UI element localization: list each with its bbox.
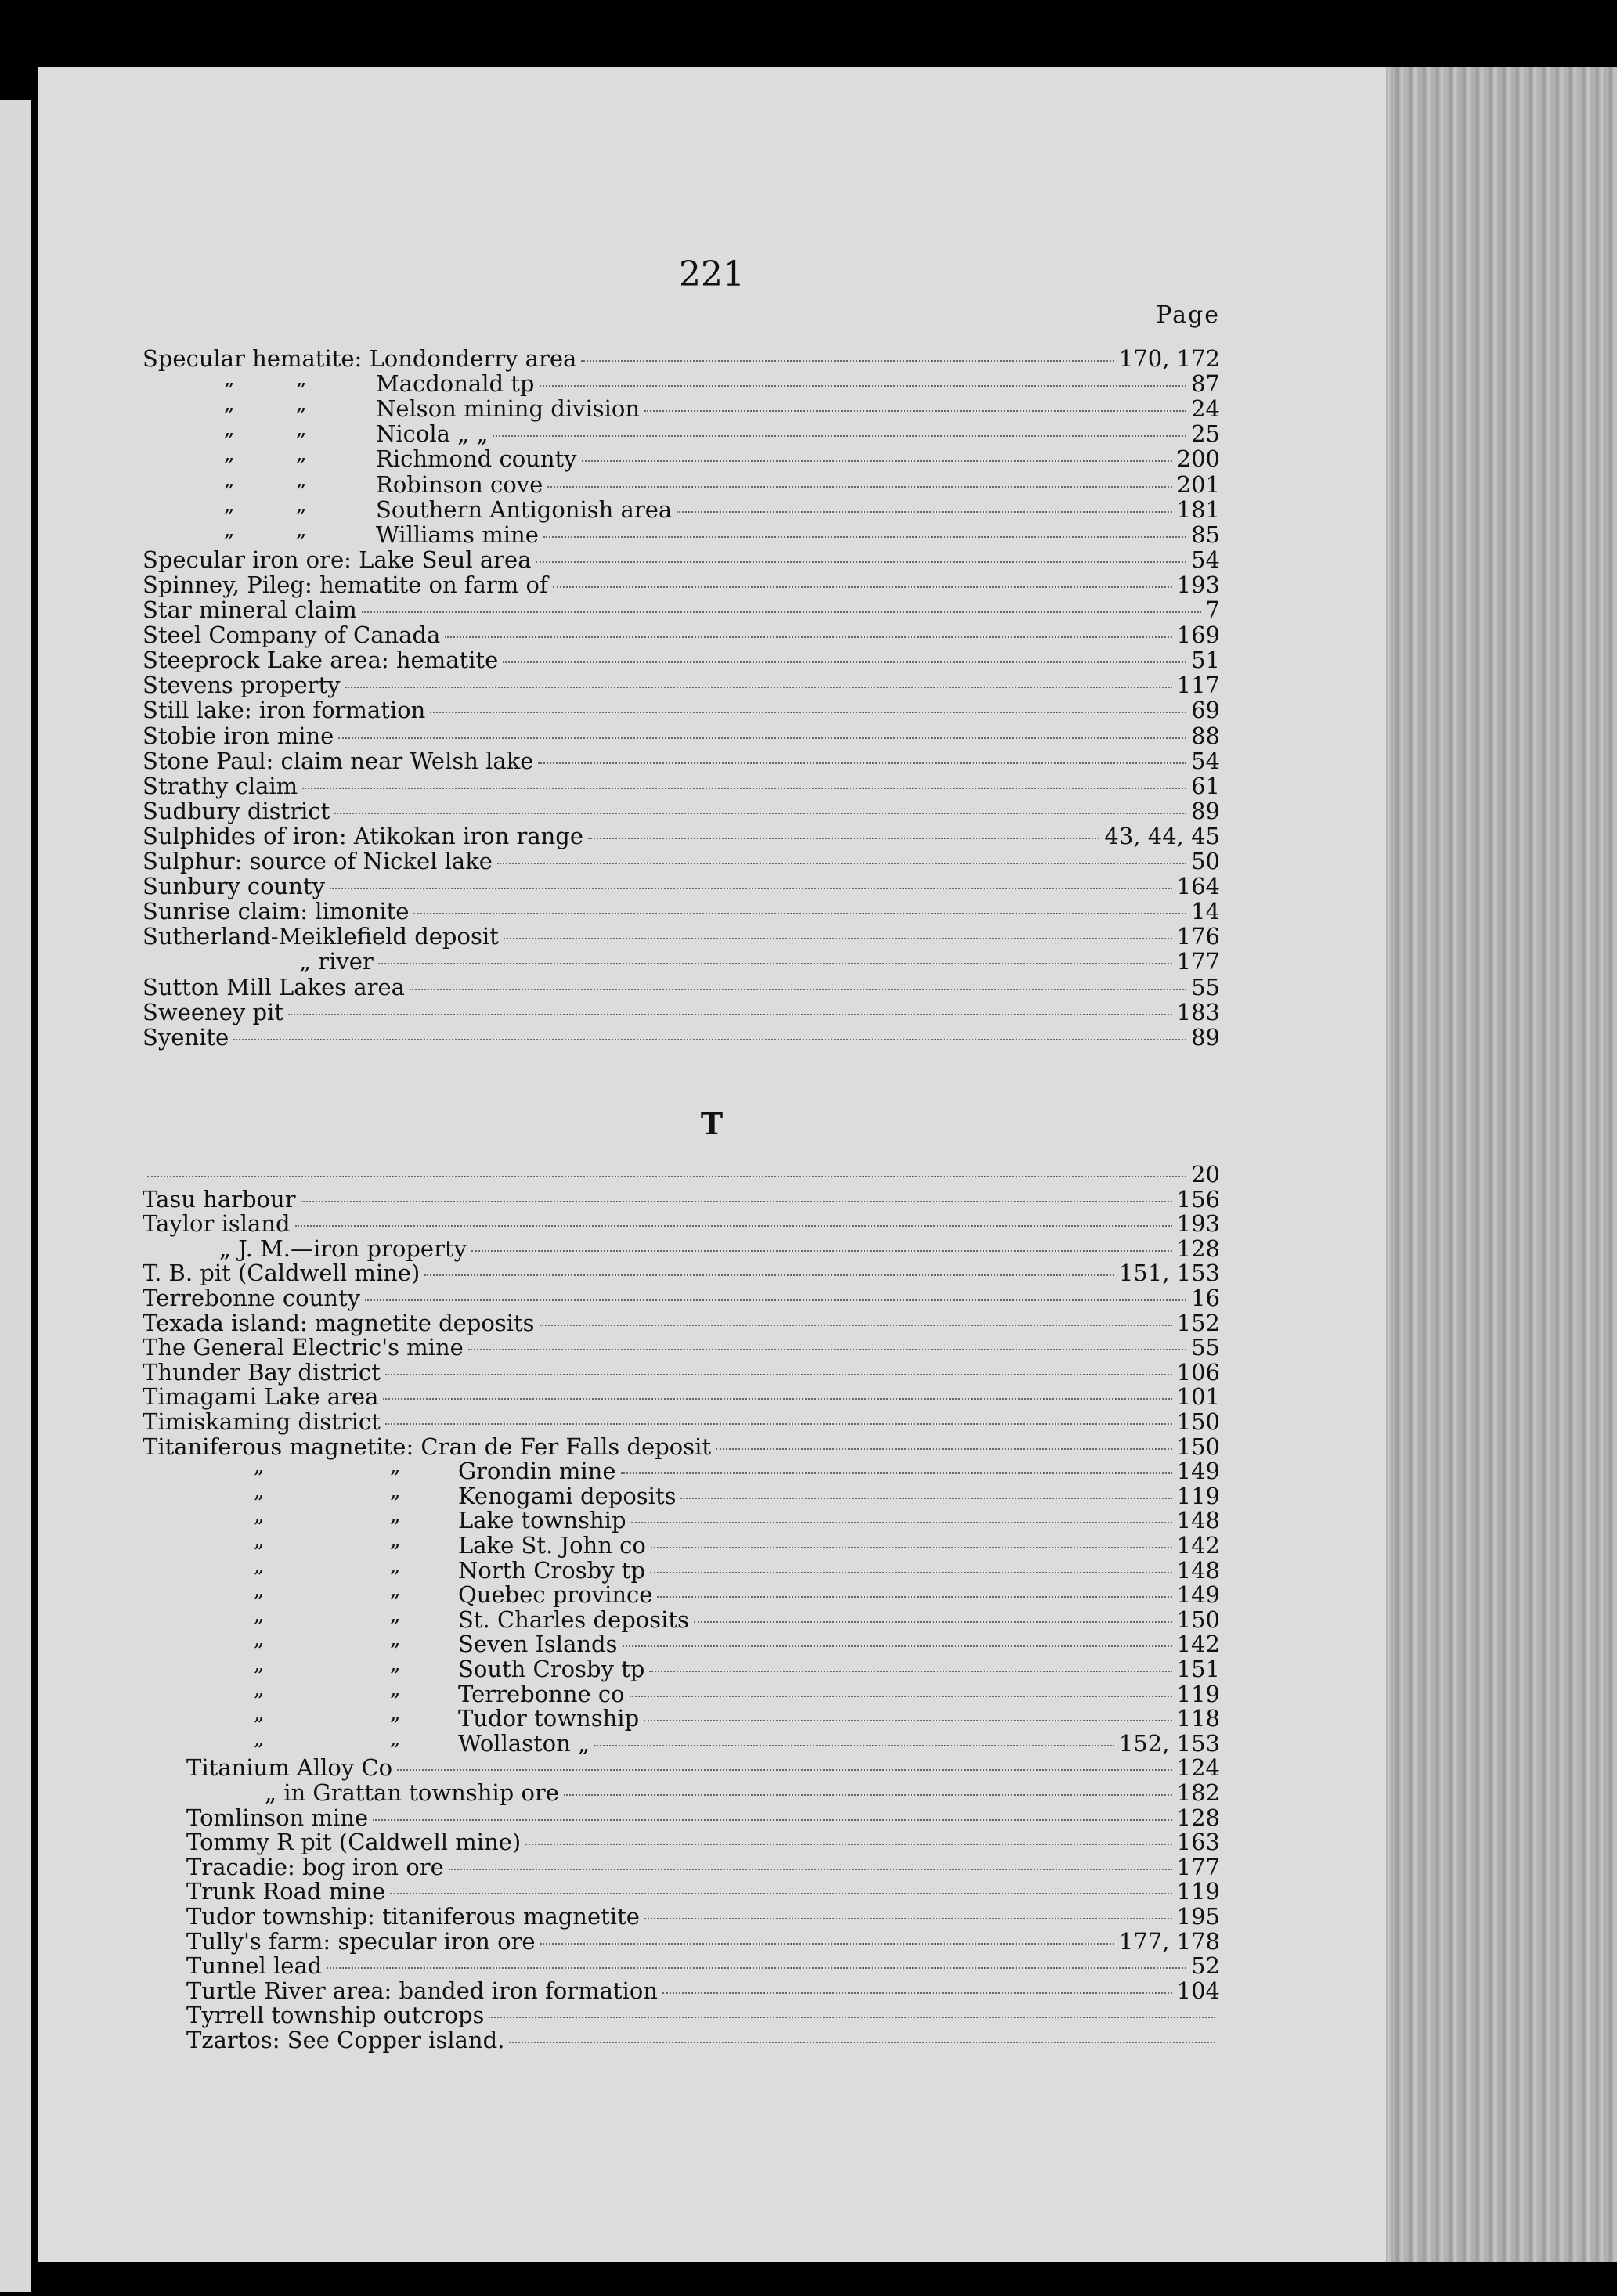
index-entry	[186, 1829, 1220, 1855]
entry-label: Lake St. John co	[458, 1532, 646, 1559]
index-entry	[186, 1952, 1220, 1979]
entry-page-number: 55	[1191, 973, 1220, 1000]
entry-page-number: 201	[1176, 470, 1220, 498]
index-entry	[143, 1186, 1220, 1213]
entry-label: Tudor township: titaniferous magnetite	[186, 1903, 640, 1930]
index-entry	[186, 1977, 1220, 2004]
dot-leader	[631, 1522, 1172, 1523]
dot-leader	[553, 586, 1172, 588]
book-edge	[1380, 67, 1617, 2262]
index-entry	[458, 1507, 1220, 1534]
index-entry	[143, 1210, 1220, 1237]
entry-label: „ river	[299, 948, 374, 975]
entry-page-number: 52	[1191, 1952, 1220, 1980]
index-entry	[143, 597, 1220, 623]
entry-label: Star mineral claim	[143, 597, 357, 623]
index-page	[38, 67, 1386, 2262]
dot-leader	[650, 1572, 1172, 1573]
entry-page-number: 16	[1191, 1285, 1220, 1311]
index-entry	[143, 1161, 1220, 1188]
index-entry	[458, 1631, 1220, 1657]
ditto-mark: „	[254, 1553, 265, 1577]
entry-label: Stevens property	[143, 672, 341, 699]
dot-leader	[497, 863, 1186, 864]
index-entry	[143, 1334, 1220, 1361]
dot-leader	[540, 1943, 1114, 1945]
entry-label: Tzartos: See Copper island.	[186, 2027, 505, 2053]
index-entry	[376, 521, 1220, 548]
entry-label: Tomlinson mine	[186, 1804, 369, 1831]
index-entry	[143, 898, 1220, 925]
index-entry	[143, 546, 1220, 573]
dot-leader	[471, 1250, 1172, 1252]
dot-leader	[644, 1720, 1172, 1721]
entry-label: South Crosby tp	[458, 1656, 645, 1682]
entry-label: Tully's farm: specular iron ore	[186, 1927, 536, 1955]
entry-label: „ J. M.—iron property	[219, 1235, 467, 1262]
index-entry	[376, 395, 1220, 422]
entry-label: Still lake: iron formation	[143, 697, 426, 724]
index-entry	[143, 823, 1220, 849]
index-entry	[143, 647, 1220, 673]
dot-leader	[147, 1176, 1186, 1177]
entry-page-number: 24	[1191, 395, 1220, 423]
index-entry	[376, 445, 1220, 472]
ditto-mark: „	[390, 1702, 401, 1726]
dot-leader	[288, 1014, 1172, 1015]
dot-leader	[621, 1472, 1172, 1474]
index-entry	[143, 1433, 1220, 1460]
dot-leader	[424, 1274, 1114, 1276]
dot-leader	[536, 561, 1186, 563]
entry-label: Sutton Mill Lakes area	[143, 973, 405, 1000]
page-column-heading: Page	[1156, 301, 1220, 329]
entry-label: Seven Islands	[458, 1631, 618, 1658]
entry-label: Specular hematite: Londonderry area	[143, 345, 577, 372]
index-entry	[143, 672, 1220, 698]
dot-leader	[540, 1325, 1172, 1326]
index-entry	[143, 622, 1220, 648]
entry-label: Sunbury county	[143, 873, 326, 900]
entry-page-number: 51	[1191, 647, 1220, 674]
dot-leader	[397, 1769, 1172, 1771]
dot-leader	[662, 1992, 1172, 1994]
ditto-mark: „	[254, 1454, 265, 1479]
entry-label: Robinson cove	[376, 470, 543, 498]
ditto-mark: „	[390, 1553, 401, 1577]
entry-page-number: 43, 44, 45	[1104, 822, 1220, 849]
dot-leader	[657, 1596, 1171, 1598]
dot-leader	[630, 1696, 1172, 1697]
entry-page-number: 119	[1176, 1878, 1220, 1905]
index-entry	[186, 1754, 1220, 1781]
entry-page-number: 177, 178	[1118, 1927, 1220, 1955]
entry-label: Tudor township	[458, 1705, 640, 1732]
entry-page-number: 54	[1191, 546, 1220, 573]
index-entry	[458, 1557, 1220, 1584]
entry-label: Southern Antigonish area	[376, 496, 673, 523]
entry-page-number: 128	[1176, 1804, 1220, 1831]
ditto-mark: „	[390, 1677, 401, 1701]
ditto-mark: „	[254, 1627, 265, 1652]
dot-leader	[327, 1967, 1186, 1969]
entry-label: Wollaston „	[458, 1729, 590, 1757]
dot-leader	[362, 611, 1201, 613]
dot-leader	[378, 963, 1172, 964]
entry-label: Sunrise claim: limonite	[143, 898, 410, 925]
entry-label: „ in Grattan township ore	[265, 1779, 559, 1806]
ditto-mark: „	[224, 517, 235, 542]
index-entry	[143, 1285, 1220, 1311]
entry-label: Taylor island	[143, 1210, 291, 1238]
dot-leader	[543, 536, 1186, 538]
entry-label: Titaniferous magnetite: Cran de Fer Falls deposit	[143, 1433, 712, 1460]
dot-leader	[345, 687, 1172, 688]
entry-page-number: 142	[1176, 1631, 1220, 1658]
entry-page-number: 148	[1176, 1507, 1220, 1534]
entry-page-number: 119	[1176, 1482, 1220, 1509]
entry-label: Steel Company of Canada	[143, 622, 441, 649]
entry-page-number: 148	[1176, 1556, 1220, 1584]
ditto-mark: „	[296, 417, 307, 442]
entry-page-number: 151, 153	[1118, 1260, 1220, 1287]
ditto-mark: „	[390, 1454, 401, 1479]
entry-page-number: 182	[1176, 1779, 1220, 1806]
index-entry	[143, 974, 1220, 1000]
dot-leader	[504, 938, 1172, 939]
dot-leader	[582, 460, 1172, 462]
entry-label: Texada island: magnetite deposits	[143, 1309, 535, 1336]
dot-leader	[385, 1374, 1172, 1375]
entry-page-number: 106	[1176, 1358, 1220, 1386]
index-entry	[265, 1779, 1220, 1806]
dot-leader	[644, 1918, 1172, 1919]
ditto-mark: „	[296, 442, 307, 467]
index-entry	[458, 1532, 1220, 1559]
index-entry	[458, 1581, 1220, 1608]
entry-page-number: 200	[1176, 445, 1220, 473]
dot-leader	[680, 1498, 1171, 1499]
ditto-mark: „	[254, 1479, 265, 1503]
entry-label: Sutherland-Meiklefield deposit	[143, 923, 499, 950]
dot-leader	[468, 1349, 1186, 1350]
ditto-mark: „	[296, 367, 307, 391]
ditto-mark: „	[390, 1653, 401, 1676]
entry-page-number: 150	[1176, 1433, 1220, 1460]
dot-leader	[390, 1893, 1171, 1894]
dot-leader	[651, 1547, 1172, 1548]
page-number: 221	[679, 254, 745, 294]
entry-page-number: 149	[1176, 1581, 1220, 1609]
entry-page-number: 142	[1176, 1532, 1220, 1559]
index-entry	[143, 1359, 1220, 1386]
entry-label: Stobie iron mine	[143, 722, 334, 749]
entry-page-number: 181	[1176, 496, 1220, 523]
entry-page-number: 164	[1176, 873, 1220, 900]
ditto-mark: „	[254, 1653, 265, 1676]
dot-leader	[564, 1794, 1172, 1796]
index-entry	[458, 1606, 1220, 1633]
index-entry	[299, 948, 1220, 975]
ditto-mark: „	[224, 417, 235, 442]
entry-label: Nicola „ „	[376, 420, 489, 448]
ditto-mark: „	[224, 392, 235, 416]
entry-label: Titanium Alloy Co	[186, 1754, 393, 1782]
dot-leader	[677, 511, 1171, 513]
entry-page-number: 89	[1191, 1023, 1220, 1051]
entry-page-number: 20	[1191, 1161, 1220, 1188]
ditto-mark: „	[390, 1578, 401, 1602]
dot-leader	[489, 2017, 1215, 2018]
facing-page-edge	[0, 100, 31, 2292]
dot-leader	[594, 1745, 1114, 1746]
ditto-mark: „	[390, 1602, 401, 1627]
index-entry	[376, 420, 1220, 447]
index-entry	[143, 697, 1220, 723]
entry-label: Timagami Lake area	[143, 1383, 379, 1411]
ditto-mark: „	[296, 467, 307, 492]
entry-label: Terrebonne co	[458, 1680, 625, 1707]
entry-page-number: 88	[1191, 722, 1220, 749]
entry-label: Nelson mining division	[376, 395, 641, 423]
entry-page-number: 150	[1176, 1408, 1220, 1435]
dot-leader	[373, 1819, 1172, 1821]
ditto-mark: „	[296, 517, 307, 542]
index-entries	[38, 67, 1386, 2262]
index-entry	[376, 370, 1220, 397]
dot-leader	[623, 1645, 1172, 1647]
dot-leader	[430, 712, 1186, 713]
index-entry	[186, 2027, 1220, 2053]
dot-leader	[410, 989, 1186, 990]
entry-page-number: 151	[1176, 1656, 1220, 1682]
entry-page-number: 55	[1191, 1334, 1220, 1361]
entry-label: Tunnel lead	[186, 1952, 323, 1980]
ditto-mark: „	[254, 1602, 265, 1627]
entry-page-number: 177	[1176, 948, 1220, 975]
entry-label: Williams mine	[376, 521, 539, 548]
index-entry	[458, 1705, 1220, 1732]
entry-label: Trunk Road mine	[186, 1878, 386, 1905]
ditto-mark: „	[254, 1529, 265, 1552]
dot-leader	[302, 788, 1186, 789]
index-entry	[458, 1681, 1220, 1707]
dot-leader	[445, 636, 1171, 638]
dot-leader	[509, 2042, 1215, 2043]
dot-leader	[649, 1671, 1171, 1672]
dot-leader	[295, 1225, 1172, 1227]
entry-page-number: 176	[1176, 923, 1220, 950]
entry-page-number: 7	[1205, 597, 1220, 623]
dot-leader	[538, 762, 1186, 764]
index-entry	[458, 1458, 1220, 1484]
ditto-mark: „	[390, 1504, 401, 1528]
entry-label: Tracadie: bog iron ore	[186, 1853, 444, 1880]
dot-leader	[694, 1621, 1172, 1623]
section-heading: T	[700, 1106, 724, 1141]
entry-label: Syenite	[143, 1023, 229, 1051]
index-entry	[143, 1260, 1220, 1286]
ditto-mark: „	[390, 1529, 401, 1552]
entry-page-number: 124	[1176, 1754, 1220, 1782]
index-entry	[186, 1804, 1220, 1831]
dot-leader	[383, 1398, 1171, 1400]
index-entry	[143, 999, 1220, 1025]
dot-leader	[540, 385, 1187, 387]
entry-label: Spinney, Pileg: hematite on farm of	[143, 571, 548, 598]
dot-leader	[716, 1448, 1172, 1450]
entry-page-number: 177	[1176, 1853, 1220, 1880]
entry-page-number: 195	[1176, 1903, 1220, 1930]
entry-page-number: 54	[1191, 747, 1220, 774]
index-entry	[143, 1310, 1220, 1336]
entry-page-number: 119	[1176, 1680, 1220, 1707]
entry-label: Richmond county	[376, 445, 577, 473]
index-entry	[143, 1024, 1220, 1051]
entry-label: Timiskaming district	[143, 1408, 381, 1435]
ditto-mark: „	[224, 442, 235, 467]
ditto-mark: „	[296, 492, 307, 517]
dot-leader	[581, 360, 1114, 362]
entry-page-number: 193	[1176, 1210, 1220, 1238]
dot-leader	[503, 661, 1186, 663]
entry-page-number: 183	[1176, 998, 1220, 1025]
entry-label: T. B. pit (Caldwell mine)	[143, 1260, 420, 1287]
index-entry	[458, 1483, 1220, 1509]
dot-leader	[233, 1039, 1186, 1040]
ditto-mark: „	[224, 467, 235, 492]
dot-leader	[413, 913, 1186, 914]
entry-label: Stone Paul: claim near Welsh lake	[143, 747, 534, 774]
entry-page-number: 104	[1176, 1977, 1220, 2004]
entry-page-number: 152, 153	[1118, 1729, 1220, 1757]
index-entry	[376, 471, 1220, 498]
index-entry	[143, 773, 1220, 799]
index-entry	[458, 1730, 1220, 1757]
entry-page-number: 14	[1191, 898, 1220, 925]
ditto-mark: „	[254, 1677, 265, 1701]
index-entry	[186, 2002, 1220, 2028]
entry-page-number: 118	[1176, 1705, 1220, 1732]
entry-label: Strathy claim	[143, 772, 298, 799]
dot-leader	[330, 888, 1172, 889]
entry-page-number: 156	[1176, 1185, 1220, 1213]
index-entry	[143, 873, 1220, 899]
index-entry	[186, 1854, 1220, 1880]
entry-label: Macdonald tp	[376, 370, 535, 398]
index-entry	[143, 923, 1220, 950]
entry-page-number: 152	[1176, 1309, 1220, 1336]
ditto-mark: „	[390, 1479, 401, 1503]
entry-page-number: 170, 172	[1118, 345, 1220, 372]
entry-label: Kenogami deposits	[458, 1482, 677, 1509]
entry-label: Steeprock Lake area: hematite	[143, 647, 499, 674]
index-entry	[143, 848, 1220, 874]
index-entry	[143, 748, 1220, 774]
dot-leader	[644, 410, 1186, 412]
entry-label: Terrebonne county	[143, 1285, 360, 1311]
entry-page-number: 69	[1191, 697, 1220, 724]
entry-page-number: 85	[1191, 521, 1220, 548]
entry-label: Lake township	[458, 1507, 626, 1534]
dot-leader	[525, 1844, 1171, 1845]
entry-label: Specular iron ore: Lake Seul area	[143, 546, 532, 573]
index-entry	[458, 1656, 1220, 1682]
ditto-mark: „	[390, 1726, 401, 1750]
index-entry	[219, 1235, 1220, 1262]
entry-label: Sulphur: source of Nickel lake	[143, 848, 493, 874]
index-entry	[186, 1928, 1220, 1955]
index-entry	[376, 496, 1220, 523]
entry-page-number: 163	[1176, 1829, 1220, 1856]
entry-label: Sudbury district	[143, 797, 330, 824]
dot-leader	[588, 838, 1099, 839]
index-entry	[186, 1903, 1220, 1930]
dot-leader	[334, 813, 1186, 814]
entry-page-number: 117	[1176, 672, 1220, 699]
entry-label: Tyrrell township outcrops	[186, 2002, 485, 2029]
entry-label: Sweeney pit	[143, 998, 283, 1025]
entry-page-number: 150	[1176, 1606, 1220, 1633]
entry-page-number: 101	[1176, 1383, 1220, 1411]
ditto-mark: „	[254, 1702, 265, 1726]
entry-label: Turtle River area: banded iron formation	[186, 1977, 658, 2004]
index-entry	[143, 1408, 1220, 1435]
entry-page-number: 169	[1176, 622, 1220, 649]
index-entry	[143, 571, 1220, 598]
entry-label: Tasu harbour	[143, 1185, 296, 1213]
ditto-mark: „	[254, 1504, 265, 1528]
ditto-mark: „	[224, 492, 235, 517]
index-entry	[186, 1878, 1220, 1905]
entry-label: St. Charles deposits	[458, 1606, 689, 1633]
entry-label: The General Electric's mine	[143, 1334, 464, 1361]
entry-page-number: 25	[1191, 420, 1220, 448]
dot-leader	[338, 737, 1186, 739]
entry-page-number: 50	[1191, 848, 1220, 874]
entry-page-number: 128	[1176, 1235, 1220, 1262]
ditto-mark: „	[390, 1627, 401, 1652]
dot-leader	[449, 1869, 1172, 1870]
dot-leader	[547, 486, 1171, 488]
ditto-mark: „	[296, 392, 307, 416]
entry-page-number: 193	[1176, 571, 1220, 598]
dot-leader	[493, 435, 1186, 437]
index-entry	[143, 1383, 1220, 1410]
entry-page-number: 61	[1191, 772, 1220, 799]
entry-page-number: 149	[1176, 1458, 1220, 1485]
entry-page-number: 87	[1191, 370, 1220, 398]
index-entry	[143, 723, 1220, 749]
entry-label: North Crosby tp	[458, 1556, 646, 1584]
ditto-mark: „	[254, 1578, 265, 1602]
entry-label: Quebec province	[458, 1581, 653, 1609]
entry-label: Grondin mine	[458, 1458, 616, 1485]
dot-leader	[365, 1299, 1186, 1301]
dot-leader	[301, 1201, 1172, 1202]
index-entry	[143, 798, 1220, 824]
entry-label: Thunder Bay district	[143, 1358, 381, 1386]
ditto-mark: „	[224, 367, 235, 391]
dot-leader	[385, 1423, 1172, 1425]
entry-label: Sulphides of iron: Atikokan iron range	[143, 822, 584, 849]
entry-label: Tommy R pit (Caldwell mine)	[186, 1829, 522, 1856]
entry-page-number: 89	[1191, 797, 1220, 824]
ditto-mark: „	[254, 1726, 265, 1750]
